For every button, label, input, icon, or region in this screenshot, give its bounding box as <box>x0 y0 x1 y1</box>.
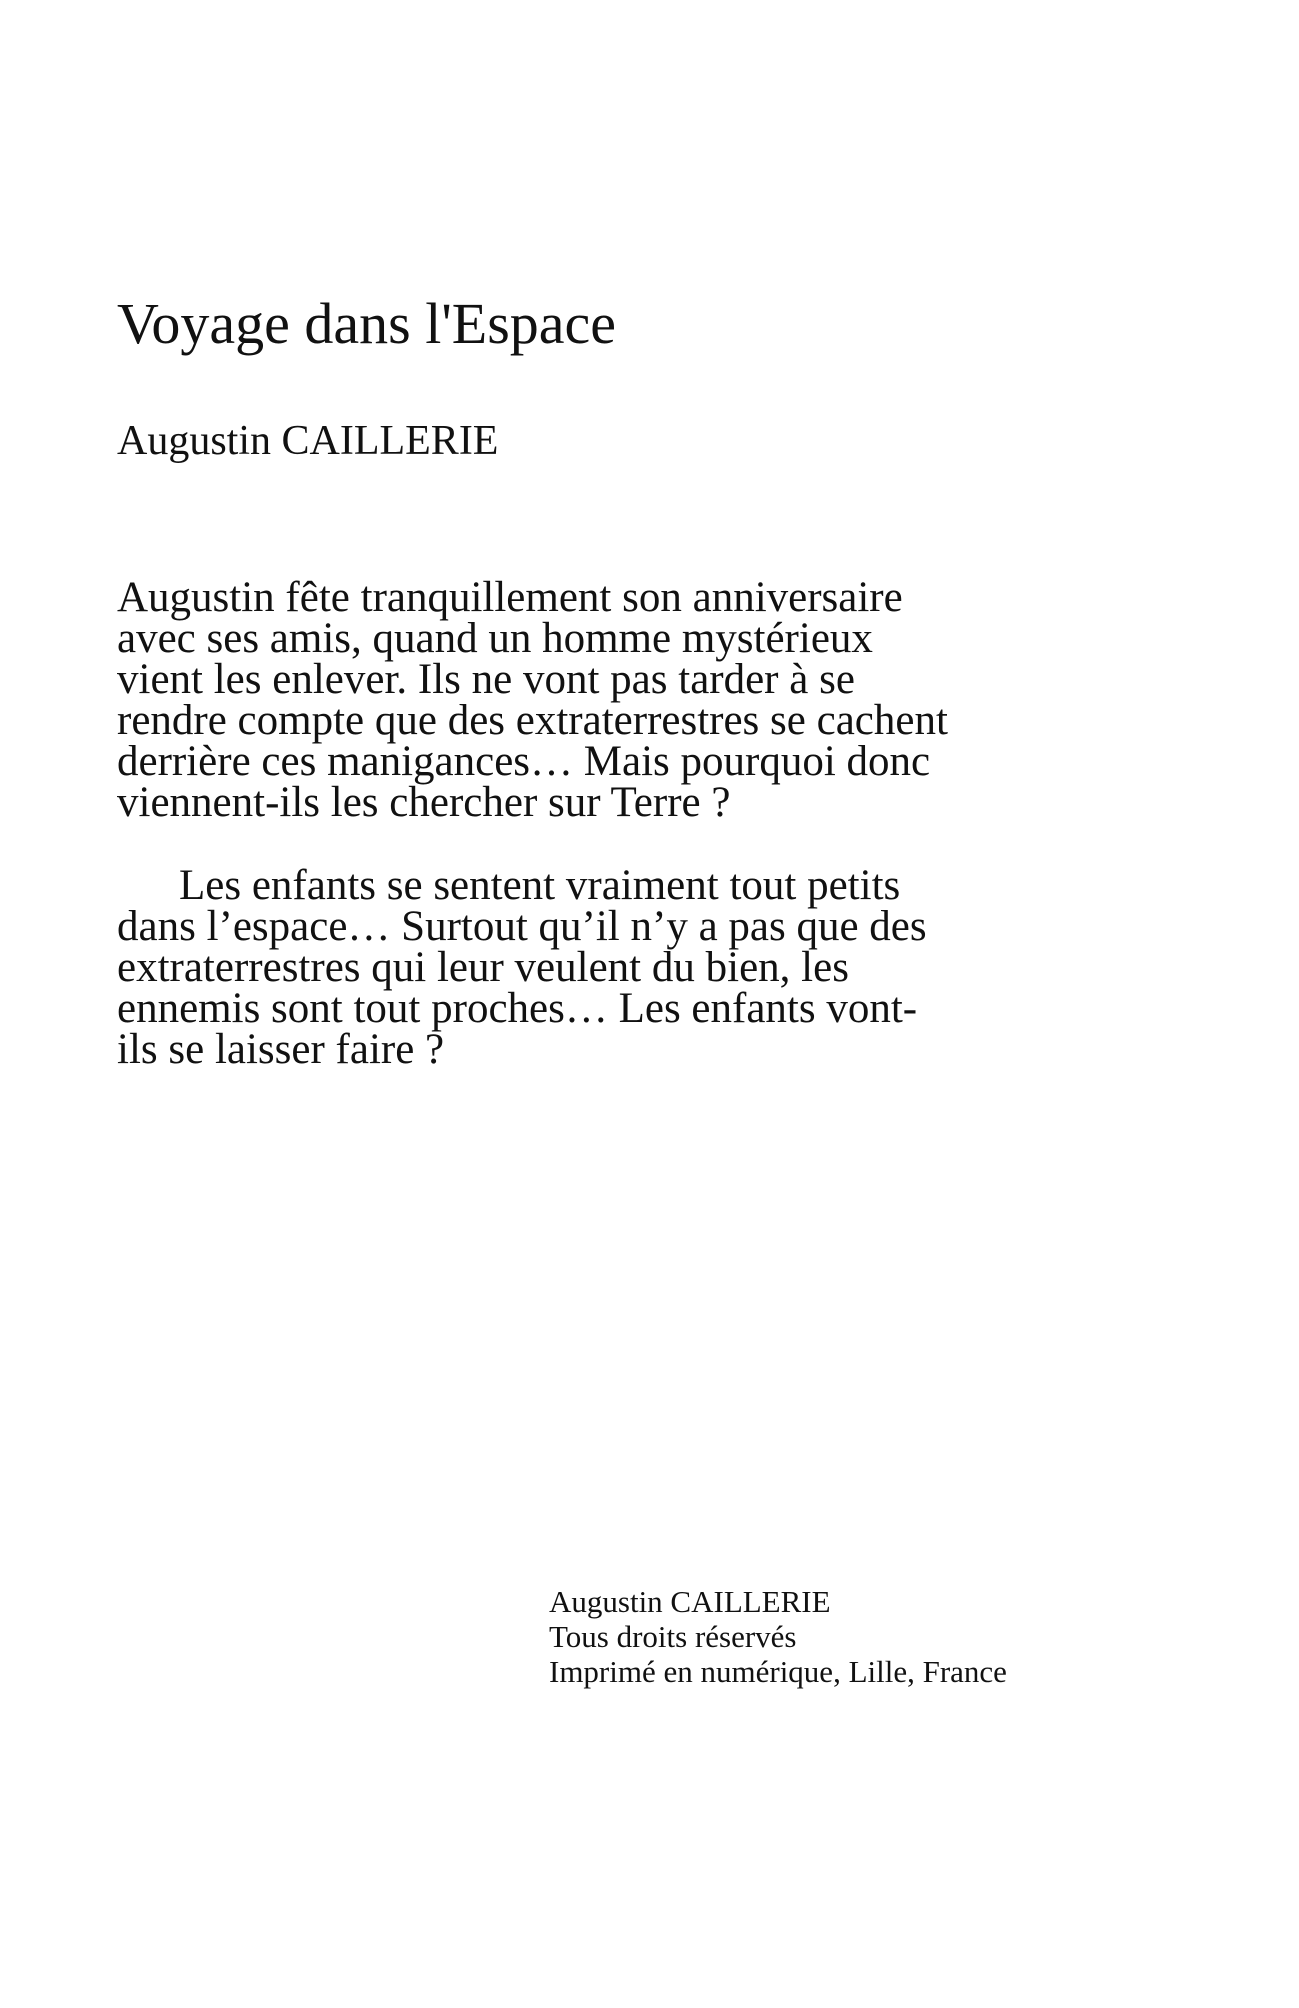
imprint-block <box>549 1584 1007 1689</box>
summary-paragraph-1: Augustin fête tranquillement son anniversaire avec ses amis, quand un homme mystérieux vient les enlever. Ils ne vont pas tarder à se rendre compte que des extraterrestres se cachent derrière ces manigances… Mais pourquoi donc viennent-ils les chercher sur Terre ? <box>117 574 948 826</box>
book-title: Voyage dans l'Espace <box>117 291 617 356</box>
imprint-printed: Imprimé en numérique, Lille, France <box>549 1654 1007 1689</box>
imprint-rights: Tous droits réservés <box>549 1619 797 1654</box>
imprint-author: Augustin CAILLERIE <box>549 1584 831 1619</box>
book-author: Augustin CAILLERIE <box>117 418 499 464</box>
summary-paragraph-2: Les enfants se sentent vraiment tout petits dans l’espace… Surtout qu’il n’y a pas que des extraterrestres qui leur veulent du bien, les ennemis sont tout proches… Les enfants vont-ils se laisser faire ? <box>117 862 927 1073</box>
book-summary <box>117 574 957 1073</box>
